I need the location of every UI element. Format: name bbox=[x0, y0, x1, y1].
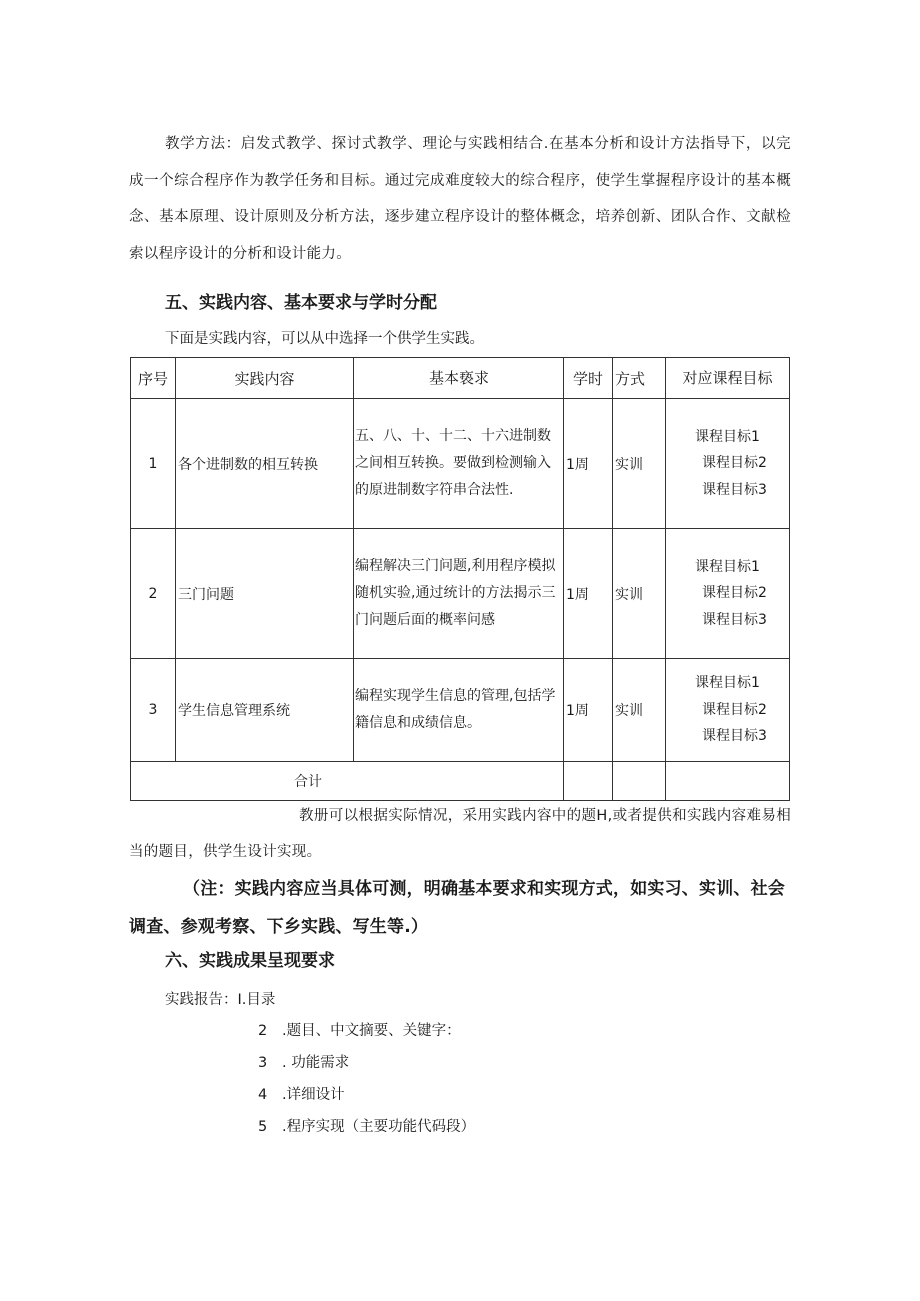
row-requirement: 五、八、十、十二、十六进制数之间相互转换。要做到检测输入的原进制数字符串合法性. bbox=[354, 399, 564, 529]
list-item bbox=[258, 1083, 345, 1104]
section-5-heading: 五、实践内容、基本要求与学时分配 bbox=[165, 293, 437, 313]
list-item bbox=[258, 1051, 349, 1072]
row-mode: 实训 bbox=[613, 399, 666, 529]
list-item-number: 2 bbox=[258, 1023, 268, 1039]
section-6-heading: 六、实践成果呈现要求 bbox=[165, 951, 335, 971]
list-item-number: 5 bbox=[258, 1119, 268, 1135]
row-no: 2 bbox=[131, 529, 176, 659]
row-requirement: 编程解决三门问题,利用程序模拟随机实验,通过统计的方法揭示三门问题后面的概率问感 bbox=[354, 529, 564, 659]
table-total-row bbox=[131, 762, 790, 801]
goal-item: 课程目标1 bbox=[695, 558, 760, 575]
row-goals bbox=[666, 659, 790, 762]
goal-item: 课程目标2 bbox=[702, 701, 767, 718]
practice-note: （注：实践内容应当具体可测，明确基本要求和实现方式，如实习、实训、社会调查、参观考察、下乡实践、写生等.） bbox=[129, 879, 785, 937]
row-hours: 1周 bbox=[564, 399, 613, 529]
table-row bbox=[131, 529, 790, 659]
total-goals-cell bbox=[666, 762, 790, 801]
report-first-line bbox=[165, 988, 275, 1009]
header-content: 实践内容 bbox=[176, 358, 354, 399]
row-hours: 1周 bbox=[564, 659, 613, 762]
list-item-text: .详细设计 bbox=[282, 1087, 345, 1103]
practice-table bbox=[130, 357, 790, 801]
table-header-row bbox=[131, 358, 790, 399]
row-mode: 实训 bbox=[613, 659, 666, 762]
after-table-paragraph: 教册可以根据实际情况，采用实践内容中的题H,或者提供和实践内容难易相当的题目，供学生设计实现。 bbox=[129, 808, 791, 860]
row-requirement: 编程实现学生信息的管理,包括学籍信息和成绩信息。 bbox=[354, 659, 564, 762]
total-hours-cell bbox=[564, 762, 613, 801]
table-row bbox=[131, 659, 790, 762]
row-hours: 1周 bbox=[564, 529, 613, 659]
list-item bbox=[258, 1115, 475, 1136]
row-content: 各个进制数的相互转换 bbox=[176, 399, 354, 529]
report-label: 实践报告： bbox=[165, 992, 238, 1008]
header-no: 序号 bbox=[131, 358, 176, 399]
row-goals bbox=[666, 399, 790, 529]
header-mode: 方式 bbox=[613, 358, 666, 399]
row-no: 3 bbox=[131, 659, 176, 762]
goal-item: 课程目标2 bbox=[702, 585, 767, 602]
header-goals: 对应课程目标 bbox=[666, 358, 790, 399]
list-item-text: . 功能需求 bbox=[282, 1055, 350, 1071]
row-mode: 实训 bbox=[613, 529, 666, 659]
list-item-text: .程序实现（主要功能代码段） bbox=[282, 1119, 476, 1135]
list-item-number: 3 bbox=[258, 1055, 268, 1071]
row-content: 学生信息管理系统 bbox=[176, 659, 354, 762]
goal-item: 课程目标3 bbox=[702, 728, 767, 745]
row-goals bbox=[666, 529, 790, 659]
report-item-1: I.目录 bbox=[237, 992, 276, 1008]
header-requirement: 基本亵求 bbox=[354, 358, 564, 399]
goal-item: 课程目标2 bbox=[702, 455, 767, 472]
header-hours: 学时 bbox=[564, 358, 613, 399]
row-content: 三门问题 bbox=[176, 529, 354, 659]
goal-item: 课程目标3 bbox=[702, 611, 767, 628]
list-item-number: 4 bbox=[258, 1087, 268, 1103]
goal-item: 课程目标1 bbox=[695, 675, 760, 692]
total-mode-cell bbox=[613, 762, 666, 801]
teaching-method-paragraph: 教学方法：启发式教学、探讨式教学、理论与实践相结合.在基本分析和设计方法指导下，以完成一个综合程序作为教学任务和目标。通过完成难度较大的综合程序，使学生掌握程序设计的基本概念、基本原理、设计原则及分析方法，逐步建立程序设计的整体概念，培养创新、团队合作、文献检索以程序设计的分析和设计能力。 bbox=[129, 136, 791, 262]
row-no: 1 bbox=[131, 399, 176, 529]
goal-item: 课程目标1 bbox=[695, 428, 760, 445]
list-item-text: .题目、中文摘要、关键字： bbox=[282, 1023, 461, 1039]
goal-item: 课程目标3 bbox=[702, 481, 767, 498]
list-item bbox=[258, 1019, 461, 1040]
section-5-intro: 下面是实践内容，可以从中选择一个供学生实践。 bbox=[165, 331, 484, 347]
table-row bbox=[131, 399, 790, 529]
total-label: 合计 bbox=[131, 762, 564, 801]
